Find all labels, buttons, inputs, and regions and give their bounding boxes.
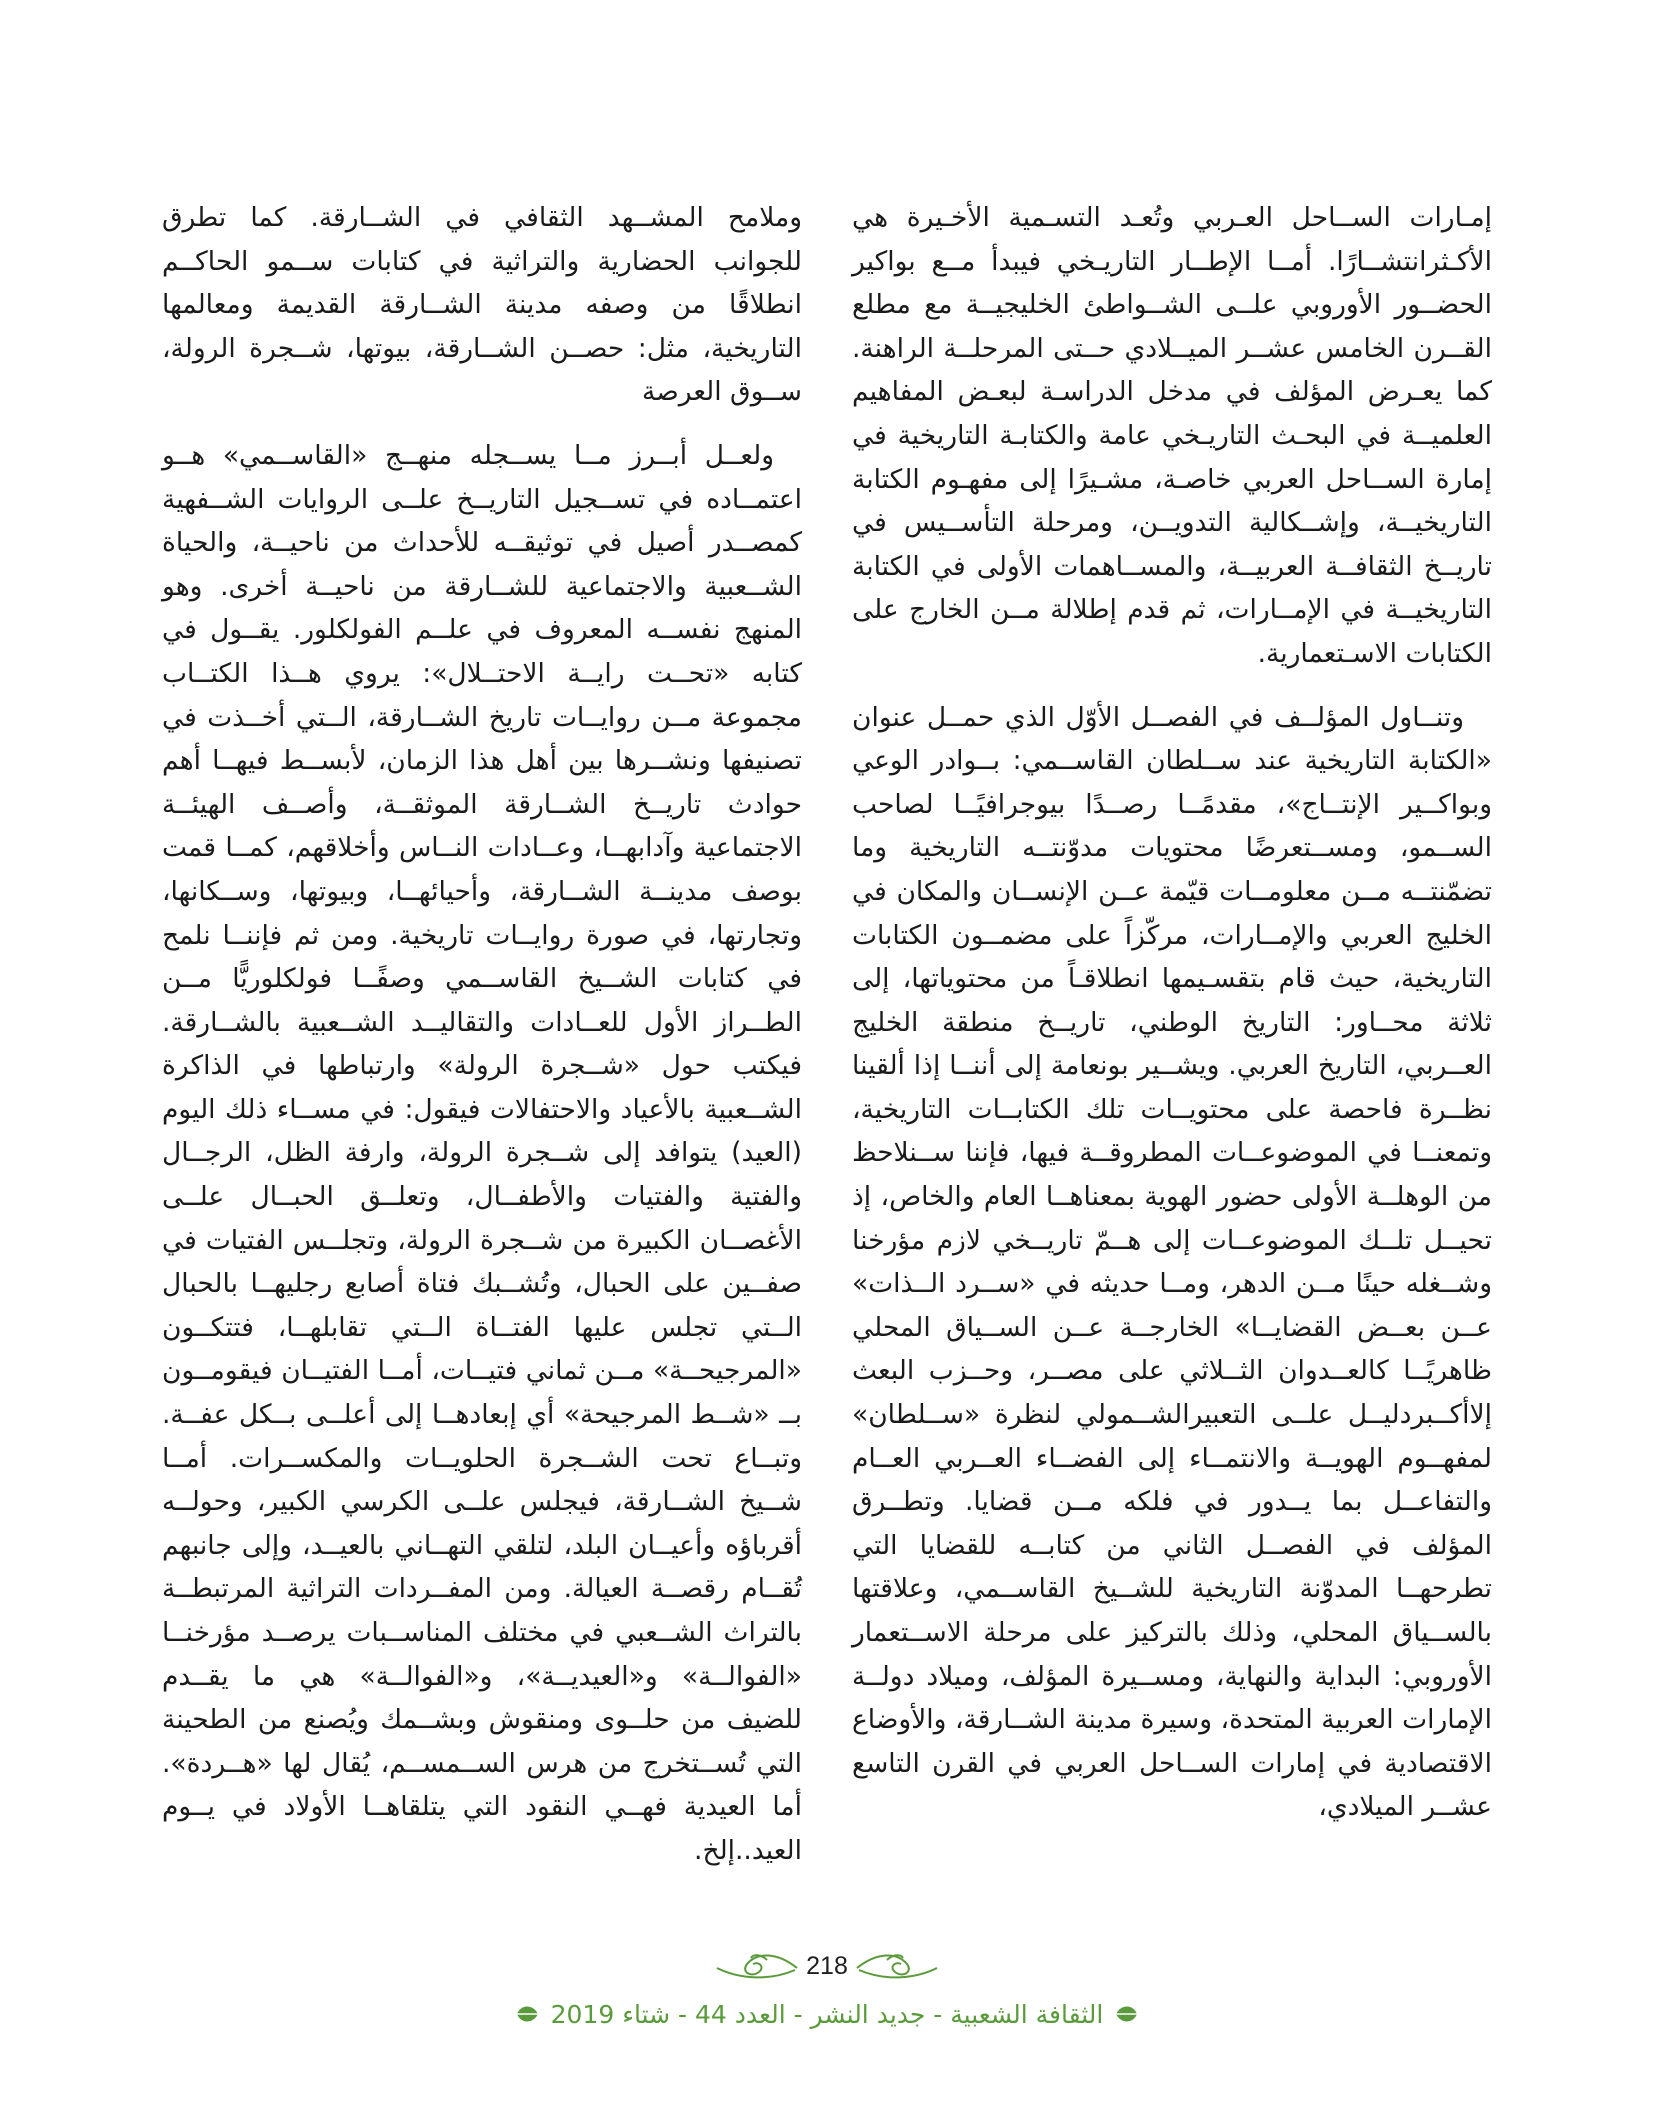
left-column — [162, 196, 802, 1873]
footer-publication-line — [487, 1994, 1167, 2034]
left-paragraph-2: ولعــل أبــرز مــا يســجله منهــج «القاســمي» هــو اعتمــاده في تســجيل التاريــخ علــى الروايات الشــفهية كمصــدر أصيل في توثيقــه للأحداث من ناحيــة، والحياة الشــعبية والاجتماعية للشــارقة من ناحيــة أخرى. وهو المنهج نفســه المعروف في علــم الفولكلور. يقــول في كتابه «تحــت رايــة الاحتــلال»: يروي هــذا الكتــاب مجموعة مــن روايــات تاريخ الشــارقة، الــتي أخــذت في تصنيفها ونشــرها بين أهل هذا الزمان، لأبســط فيهــا أهم حوادث تاريــخ الشــارقة الموثقــة، وأصــف الهيئــة الاجتماعية وآدابهــا، وعــادات النــاس وأخلاقهم، كمــا قمت بوصف مدينــة الشــارقة، وأحيائهــا، وبيوتها، وســكانها، وتجارتها، في صورة روايــات تاريخية. ومن ثم فإننــا نلمح في كتابات الشــيخ القاســمي وصفًــا فولكلوريًّا مــن الطــراز الأول للعــادات والتقاليــد الشــعبية بالشــارقة. فيكتب حول «شــجرة الرولة» وارتباطها في الذاكرة الشــعبية بالأعياد والاحتفالات فيقول: في مســاء ذلك اليوم (العيد) يتوافد إلى شــجرة الرولة، وارفة الظل، الرجــال والفتية والفتيات والأطفــال، وتعلــق الحبــال علــى الأغصــان الكبيرة من شــجرة الرولة، وتجلــس الفتيات في صفــين على الحبال، وتُشــبك فتاة أصابع رجليهــا بالحبال الــتي تجلس عليها الفتــاة الــتي تقابلهــا، فتتكــون «المرجيحــة» مــن ثماني فتيــات، أمــا الفتيــان فيقومــون بــ «شــط المرجيحة» أي إبعادهــا إلى أعلــى بــكل عفــة. وتبــاع تحت الشــجرة الحلويــات والمكســرات. أمــا شــيخ الشــارقة، فيجلس علــى الكرسي الكبير، وحولــه أقرباؤه وأعيــان البلد، لتلقي التهــاني بالعيــد، وإلى جانبهم تُقــام رقصــة العيالة. ومن المفــردات التراثية المرتبطــة بالتراث الشــعبي في مختلف المناســبات يرصــد مؤرخنــا «الفوالــة» و«العيديــة»، و«الفوالــة» هي ما يقــدم للضيف من حلــوى ومنقوش وبشــمك ويُصنع من الطحينة التي تُســتخرج من هرس الســمســم، يُقال لها «هــردة». أما العيدية فهــي النقود التي يتلقاهــا الأولاد في يــوم العيد..إلخ. — [162, 439, 802, 1866]
right-column — [852, 196, 1492, 1829]
leaf-icon — [515, 2001, 541, 2027]
right-paragraph-1: إمـارات الســاحل العـربي وتُعـد التسـمية الأخـيرة هي الأكـثرانتشــارًا. أمــا الإطــار التاريـخي فيبدأ مــع بواكير الحضــور الأوروبي علــى الشــواطئ الخليجيــة مع مطلع القــرن الخامس عشــر الميــلادي حــتى المرحلــة الراهنة. كما يعـرض المؤلف في مدخل الدراسـة لبعـض المفاهيم العلميــة في البحـث التاريـخي عامة والكتابـة التاريخية في إمارة الســاحل العربي خاصـة، مشـيرًا إلى مفهـوم الكتابة التاريخيــة، وإشــكالية التدويــن، ومرحلة التأســيس في تاريــخ الثقافــة العربيــة، والمســاهمات الأولى في الكتابة التاريخيــة في الإمــارات، ثم قدم إطلالة مــن الخارج على الكتابات الاسـتعمارية. — [852, 202, 1492, 669]
left-paragraph-1: وملامح المشــهد الثقافي في الشــارقة. كما تطرق للجوانب الحضارية والتراثية في كتابات ســمو الحاكــم انطلاقًا من وصفه مدينة الشــارقة القديمة ومعالمها التاريخية، مثل: حصــن الشــارقة، بيوتها، شــجرة الرولة، ســوق العرصة — [162, 202, 802, 408]
leaf-icon — [1113, 2001, 1139, 2027]
page-number: 218 — [806, 1952, 848, 1980]
footer-publication-text: الثقافة الشعبية - جديد النشر - العدد 44 - شتاء 2019 — [550, 1999, 1104, 2029]
right-paragraph-2: وتنــاول المؤلــف في الفصــل الأوّل الذي حمــل عنوان «الكتابة التاريخية عند ســلطان القاســمي: بــوادر الوعي وبواكــير الإنتــاج»، مقدمًــا رصــدًا بيوجرافيًــا لصاحب الســمو، ومســتعرضًا محتويات مدوّنتــه التاريخية وما تضمّنتــه مــن معلومــات قيّمة عــن الإنســان والمكان في الخليج العربي والإمــارات، مركّزاً على مضمــون الكتابات التاريخية، حيث قام بتقسـيمها انطلاقـاً من محتوياتها، إلى ثلاثة محــاور: التاريخ الوطني، تاريــخ منطقة الخليج العــربي، التاريخ العربي. ويشــير بونعامة إلى أننــا إذا ألقينا نظــرة فاحصة على محتويــات تلك الكتابــات التاريخية، وتمعنــا في الموضوعــات المطروقــة فيها، فإننا ســنلاحظ من الوهلــة الأولى حضور الهوية بمعناهــا العام والخاص، إذ تحيــل تلــك الموضوعــات إلى هــمّ تاريــخي لازم مؤرخنا وشــغله حينًا مــن الدهر، ومــا حديثه في «ســرد الــذات» عــن بعــض القضايــا» الخارجــة عــن الســياق المحلي ظاهريًــا كالعــدوان الثــلاثي على مصــر، وحــزب البعث إلاأكــبردليــل علــى التعبيرالشــمولي لنظرة «ســلطان» لمفهــوم الهويــة والانتمــاء إلى الفضــاء العــربي العــام والتفاعــل بما يــدور في فلكه مــن قضايا. وتطــرق المؤلف في الفصــل الثاني من كتابــه للقضايا التي تطرحهــا المدوّنة التاريخية للشــيخ القاســمي، وعلاقتها بالســياق المحلي، وذلك بالتركيز على مرحلة الاســتعمار الأوروبي: البداية والنهاية، ومســيرة المؤلف، وميلاد دولــة الإمارات العربية المتحدة، وسيرة مدينة الشــارقة، والأوضاع الاقتصادية في إمارات الســاحل العربي في القرن التاسع عشــر الميلادي، — [852, 701, 1492, 1823]
page-footer — [0, 1948, 1654, 2058]
